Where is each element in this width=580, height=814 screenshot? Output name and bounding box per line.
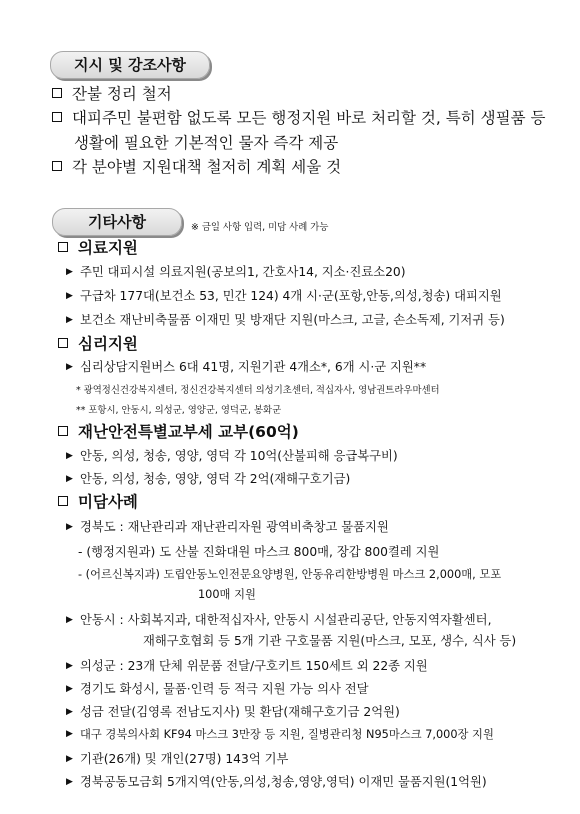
arrow-bullet-icon: ▶ bbox=[66, 315, 73, 325]
story-subitem-continued: 100매 지원 bbox=[198, 588, 256, 601]
story-subitem: - (행정지원과) 도 산불 진화대원 마스크 800매, 장갑 800켤레 지원 bbox=[78, 545, 440, 559]
tax-item: ▶ 안동, 의성, 청송, 영양, 영덕 각 2억(재해구호기금) bbox=[66, 472, 351, 486]
story-item: ▶ 대구 경북의사회 KF94 마스크 3만장 등 지원, 질병관리청 N95마스크 7,000장 지원 bbox=[66, 728, 494, 741]
input-note: ※ 금일 사항 입력, 미담 사례 가능 bbox=[191, 222, 329, 233]
arrow-bullet-icon: ▶ bbox=[66, 754, 73, 764]
story-item-andong: ▶ 안동시 : 사회복지과, 대한적십자사, 안동시 시설관리공단, 안동지역자활센터, bbox=[66, 613, 492, 627]
section-title-directives-text: 지시 및 강조사항 bbox=[74, 56, 186, 74]
medical-item: ▶ 구급차 177대(보건소 53, 민간 124) 4개 시·군(포항,안동,의성,청송) 대피지원 bbox=[66, 289, 502, 303]
directive-item: 대피주민 불편함 없도록 모든 행정지원 바로 처리할 것, 특히 생필품 등 bbox=[52, 106, 545, 128]
checkbox-icon bbox=[52, 161, 62, 171]
directive-item-continued: 생활에 필요한 기본적인 물자 즉각 제공 bbox=[74, 134, 339, 152]
section-title-misc bbox=[52, 208, 182, 236]
arrow-bullet-icon: ▶ bbox=[66, 474, 73, 484]
subsection-medical: 의료지원 bbox=[58, 236, 138, 258]
arrow-bullet-icon: ▶ bbox=[66, 362, 73, 372]
checkbox-icon bbox=[52, 88, 62, 98]
story-item: ▶ 기관(26개) 및 개인(27명) 143억 기부 bbox=[66, 752, 289, 766]
subsection-tax: 재난안전특별교부세 교부(60억) bbox=[58, 420, 299, 442]
arrow-bullet-icon: ▶ bbox=[66, 267, 73, 277]
checkbox-icon bbox=[58, 242, 68, 252]
psych-footnote: * 광역정신건강복지센터, 정신건강복지센터 의성기초센터, 적십자사, 영남권트라우마센터 bbox=[76, 385, 440, 396]
medical-item: ▶ 보건소 재난비축물품 이재민 및 방재단 지원(마스크, 고글, 손소독제, 기저귀 등) bbox=[66, 313, 505, 327]
arrow-bullet-icon: ▶ bbox=[66, 777, 73, 787]
psych-item: ▶ 심리상담지원버스 6대 41명, 지원기관 4개소*, 6개 시·군 지원** bbox=[66, 360, 427, 374]
arrow-bullet-icon: ▶ bbox=[66, 451, 73, 461]
checkbox-icon bbox=[58, 338, 68, 348]
section-title-directives bbox=[50, 51, 210, 79]
arrow-bullet-icon: ▶ bbox=[66, 684, 73, 694]
story-item-andong-continued: 재해구호협회 등 5개 기관 구호물품 지원(마스크, 모포, 생수, 식사 등) bbox=[143, 634, 517, 648]
checkbox-icon bbox=[58, 426, 68, 436]
subsection-psych: 심리지원 bbox=[58, 332, 138, 354]
checkbox-icon bbox=[52, 112, 62, 122]
story-item: ▶ 의성군 : 23개 단체 위문품 전달/구호키트 150세트 외 22종 지원 bbox=[66, 659, 428, 673]
psych-footnote: ** 포항시, 안동시, 의성군, 영양군, 영덕군, 봉화군 bbox=[76, 405, 282, 416]
story-item: ▶ 성금 전달(김영록 전남도지사) 및 환담(재해구호기금 2억원) bbox=[66, 705, 400, 719]
story-item: ▶ 경기도 화성시, 물품·인력 등 적극 지원 가능 의사 전달 bbox=[66, 682, 369, 696]
story-item: ▶ 경북공동모금회 5개지역(안동,의성,청송,영양,영덕) 이재민 물품지원(1억원) bbox=[66, 775, 487, 789]
directive-item: 잔불 정리 철저 bbox=[52, 82, 172, 104]
arrow-bullet-icon: ▶ bbox=[66, 522, 73, 532]
story-subitem: - (어르신복지과) 도립안동노인전문요양병원, 안동유리한방병원 마스크 2,000매, 모포 bbox=[78, 568, 502, 581]
arrow-bullet-icon: ▶ bbox=[66, 615, 73, 625]
checkbox-icon bbox=[58, 496, 68, 506]
arrow-bullet-icon: ▶ bbox=[66, 291, 73, 301]
subsection-stories: 미담사례 bbox=[58, 490, 138, 512]
tax-item: ▶ 안동, 의성, 청송, 영양, 영덕 각 10억(산불피해 응급복구비) bbox=[66, 449, 398, 463]
arrow-bullet-icon: ▶ bbox=[66, 707, 73, 717]
medical-item: ▶ 주민 대피시설 의료지원(공보의1, 간호사14, 지소·진료소20) bbox=[66, 265, 406, 279]
arrow-bullet-icon: ▶ bbox=[66, 661, 73, 671]
arrow-bullet-icon: ▶ bbox=[66, 729, 73, 739]
section-title-misc-text: 기타사항 bbox=[88, 213, 146, 231]
directive-item: 각 분야별 지원대책 철저히 계획 세울 것 bbox=[52, 155, 341, 177]
story-item-gyeongbuk: ▶ 경북도 : 재난관리과 재난관리자원 광역비축창고 물품지원 bbox=[66, 520, 389, 534]
